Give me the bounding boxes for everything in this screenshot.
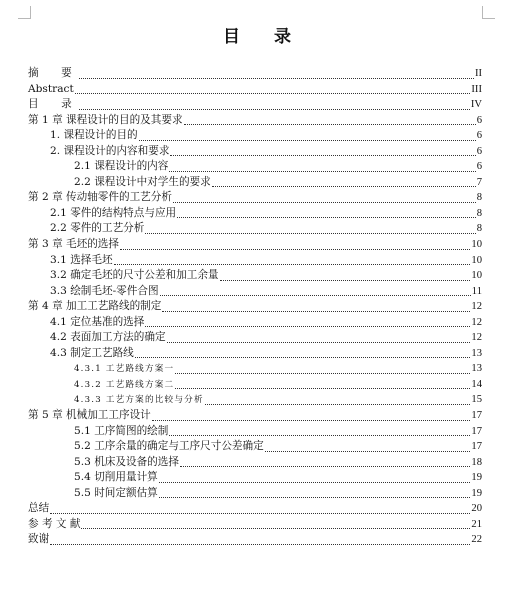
toc-dot-leader <box>114 263 471 265</box>
toc-dot-leader <box>50 512 470 514</box>
toc-dot-leader <box>180 465 470 467</box>
toc-entry[interactable] <box>28 268 482 284</box>
toc-dot-leader <box>173 201 476 203</box>
toc-page-number: 8 <box>476 192 482 204</box>
toc-page-number: 12 <box>471 332 482 344</box>
toc-entry-label: 第 4 章 加工工艺路线的制定 <box>28 300 162 313</box>
toc-dot-leader <box>265 450 471 452</box>
toc-page-number: 10 <box>471 270 482 282</box>
toc-entry[interactable] <box>28 408 482 424</box>
toc-entry[interactable] <box>28 206 482 222</box>
toc-entry[interactable] <box>28 299 482 315</box>
toc-entry-label: 2.2 课程设计中对学生的要求 <box>74 175 211 188</box>
toc-entry-label: 3.2 确定毛坯的尺寸公差和加工余量 <box>50 269 219 282</box>
toc-dot-leader <box>135 356 471 358</box>
toc-dot-leader <box>170 154 475 156</box>
toc-page-number: II <box>474 68 482 79</box>
toc-page-number: 13 <box>471 347 482 359</box>
page-corner-mark-top-right <box>482 6 495 19</box>
toc-entry[interactable] <box>28 361 482 377</box>
toc-page-number: 17 <box>471 425 482 437</box>
toc-entry[interactable] <box>28 66 482 82</box>
toc-entry-label: 第 2 章 传动轴零件的工艺分析 <box>28 191 172 204</box>
toc-dot-leader <box>81 527 470 529</box>
toc-entry[interactable] <box>28 82 482 98</box>
toc-entry-label: 2.2 零件的工艺分析 <box>50 222 145 235</box>
toc-entry[interactable] <box>28 221 482 237</box>
toc-entry[interactable] <box>28 532 482 548</box>
toc-entry[interactable] <box>28 470 482 486</box>
toc-entry-label: 参 考 文 献 <box>28 517 81 530</box>
toc-entry-label: 5.1 工序简图的绘制 <box>74 424 169 437</box>
toc-page-number: 17 <box>471 441 482 453</box>
toc-page-number: 14 <box>471 378 482 390</box>
toc-dot-leader <box>50 543 470 545</box>
toc-dot-leader <box>160 294 471 296</box>
toc-dot-leader <box>177 216 476 218</box>
toc-entry[interactable] <box>28 424 482 440</box>
toc-page-number: 13 <box>471 363 482 375</box>
toc-dot-leader <box>175 387 470 389</box>
toc-entry-label: 4.2 表面加工方法的确定 <box>50 331 166 344</box>
toc-page-number: 10 <box>471 254 482 266</box>
toc-entry-label: 总结 <box>28 502 50 515</box>
toc-entry-label: 5.5 时间定额估算 <box>74 486 158 499</box>
toc-dot-leader <box>162 310 470 312</box>
toc-entry[interactable] <box>28 346 482 362</box>
toc-page-number: 6 <box>476 130 482 142</box>
toc-entry-label: 5.3 机床及设备的选择 <box>74 455 179 468</box>
toc-entry-label: 4.3 制定工艺路线 <box>50 346 134 359</box>
toc-dot-leader <box>169 170 475 172</box>
toc-page-number: 19 <box>471 487 482 499</box>
toc-dot-leader <box>145 325 470 327</box>
toc-entry-label: 第 5 章 机械加工工序设计 <box>28 409 151 422</box>
toc-dot-leader <box>159 496 471 498</box>
toc-entry[interactable] <box>28 113 482 129</box>
toc-dot-leader <box>205 403 471 405</box>
toc-dot-leader <box>75 92 471 94</box>
toc-page-number: 20 <box>471 503 482 515</box>
page-title: 目 录 <box>223 27 305 47</box>
toc-page-number: 18 <box>471 456 482 468</box>
toc-page-number: 8 <box>476 223 482 235</box>
toc-entry[interactable] <box>28 175 482 191</box>
toc-entry[interactable] <box>28 392 482 408</box>
toc-dot-leader <box>120 248 470 250</box>
toc-entry-label: 3.3 绘制毛坯-零件合图 <box>50 284 159 297</box>
toc-dot-leader <box>169 434 470 436</box>
toc-entry[interactable] <box>28 377 482 393</box>
toc-dot-leader <box>145 232 475 234</box>
toc-dot-leader <box>212 185 476 187</box>
toc-entry-label: Abstract <box>28 82 74 95</box>
toc-dot-leader <box>139 139 476 141</box>
toc-dot-leader <box>220 279 471 281</box>
toc-entry-label: 1. 课程设计的目的 <box>50 129 138 142</box>
toc-entry[interactable] <box>28 315 482 331</box>
toc-page-number: IV <box>470 99 482 111</box>
toc-entry-label: 目 录 <box>28 98 78 111</box>
toc-page-number: 8 <box>476 207 482 219</box>
toc-entry-label: 2.1 零件的结构特点与应用 <box>50 206 177 219</box>
toc-entry[interactable] <box>28 330 482 346</box>
toc-entry-label: 5.2 工序余量的确定与工序尺寸公差确定 <box>74 440 264 453</box>
toc-entry[interactable] <box>28 190 482 206</box>
toc-dot-leader <box>184 123 476 125</box>
toc-entry-label: 3.1 选择毛坯 <box>50 253 113 266</box>
toc-dot-leader <box>167 341 471 343</box>
toc-entry-label: 4.3.2 工艺路线方案二 <box>74 379 175 390</box>
toc-entry[interactable] <box>28 128 482 144</box>
table-of-contents <box>28 66 482 548</box>
toc-entry[interactable] <box>28 159 482 175</box>
toc-entry[interactable] <box>28 237 482 253</box>
toc-entry-label: 第 1 章 课程设计的目的及其要求 <box>28 113 183 126</box>
toc-dot-leader <box>175 372 470 374</box>
toc-entry[interactable] <box>28 517 482 533</box>
toc-entry[interactable] <box>28 284 482 300</box>
toc-entry-label: 第 3 章 毛坯的选择 <box>28 238 119 251</box>
toc-page-number: 22 <box>471 534 482 546</box>
toc-page-number: 12 <box>471 301 482 313</box>
toc-page-number: 6 <box>476 161 482 173</box>
toc-entry-label: 2.1 课程设计的内容 <box>74 160 169 173</box>
toc-entry[interactable] <box>28 501 482 517</box>
toc-entry[interactable] <box>28 97 482 113</box>
toc-entry-label: 摘 要 <box>28 67 78 79</box>
toc-dot-leader <box>159 481 471 483</box>
toc-page-number: 17 <box>471 410 482 422</box>
toc-entry[interactable] <box>28 486 482 502</box>
toc-page-number: 6 <box>476 114 482 126</box>
toc-page-number: 19 <box>471 472 482 484</box>
toc-page-number: 21 <box>471 518 482 530</box>
toc-entry-label: 致谢 <box>28 533 50 546</box>
toc-page-number: 7 <box>476 176 482 188</box>
toc-entry-label: 2. 课程设计的内容和要求 <box>50 144 170 157</box>
toc-page-number: 12 <box>471 316 482 328</box>
page-corner-mark-top-left <box>18 6 31 19</box>
toc-entry-label: 4.1 定位基准的选择 <box>50 315 145 328</box>
toc-page-number: 15 <box>471 394 482 406</box>
toc-dot-leader <box>152 419 471 421</box>
toc-page-number: 10 <box>471 239 482 251</box>
toc-page-number: 11 <box>471 285 482 297</box>
toc-entry-label: 4.3.3 工艺方案的比较与分析 <box>74 395 204 406</box>
toc-page-number: III <box>471 83 482 95</box>
toc-entry[interactable] <box>28 144 482 160</box>
toc-page-number: 6 <box>476 145 482 157</box>
toc-entry[interactable] <box>28 455 482 471</box>
toc-dot-leader <box>79 108 470 110</box>
toc-entry-label: 4.3.1 工艺路线方案一 <box>74 364 175 375</box>
toc-entry-label: 5.4 切削用量计算 <box>74 471 158 484</box>
toc-entry[interactable] <box>28 439 482 455</box>
toc-dot-leader <box>79 77 474 79</box>
toc-entry[interactable] <box>28 253 482 269</box>
